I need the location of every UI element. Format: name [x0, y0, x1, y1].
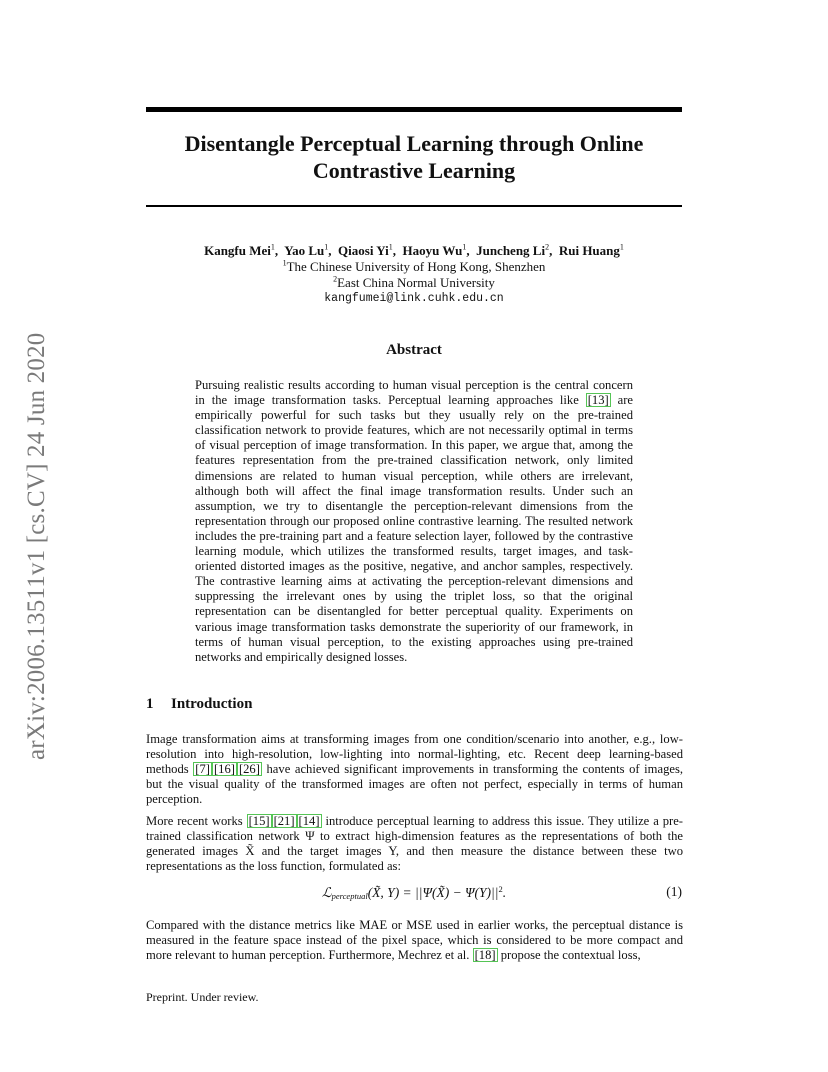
author-name: Juncheng Li — [476, 243, 546, 258]
paper-title — [146, 130, 682, 184]
author-email[interactable]: kangfumei@link.cuhk.edu.cn — [324, 292, 504, 305]
paragraph-text: Compared with the distance metrics like MAE or MSE used in earlier works, the perceptual distance is measured in the feature space instead of the pixel space, which is considered to be more compact and more relevant to human perception. Furthermore, Mechrez et al. — [146, 918, 683, 963]
author-name: Yao Lu — [284, 243, 325, 258]
affiliation-1 — [146, 259, 682, 275]
abstract-text-part: are empirically powerful for such tasks but they usually rely on the pre-trained classification network to provide features, which are not necessarily optimal in terms of visual perception of image transformation. In this paper, we argue that, among the features representation from the pre-trained classification network, only limited dimensions are related to human visual perception, while others are irrelevant, although both will affect the final image transformation results. Under such an assumption, we try to disentangle the perception-relevant dimensions from the representation through our proposed online contrastive learning. The resulted network includes the pre-training part and a feature selection layer, followed by the contrastive learning module, which utilizes the transformed results, target images, and task-oriented distorted images as the positive, negative, and anchor samples, respectively. The contrastive learning aims at activating the perception-relevant dimensions and suppressing the irrelevant ones by using the triplet loss, so that the original representation can be disentangled for better perceptual quality. Experiments on various image transformation tasks demonstrate the superiority of our framework, in terms of human visual perception, to the existing approaches using pre-trained networks and empirically designed losses. — [195, 393, 634, 664]
title-rule-bottom — [146, 205, 682, 207]
equation-tail: . — [502, 885, 507, 900]
abstract-heading: Abstract — [386, 342, 442, 358]
paragraph-text: Image transformation aims at transforming images from one condition/scenario into another, e.g., low-resolution into high-resolution, low-lighting into normal-lighting, etc. Recent deep learning-based methods — [146, 732, 683, 777]
paragraph-1 — [146, 732, 683, 807]
author-list: Kangfu Mei$^1$, Yao Lu$^1$, Qiaosi Yi$^1$, Haoyu Wu$^1$, Juncheng Li$^2$, Rui Huang$^1$ — [204, 242, 624, 258]
affiliation-mark: 1 — [324, 242, 329, 252]
abstract-text — [195, 378, 633, 665]
footer-note: Preprint. Under review. — [146, 990, 259, 1004]
arxiv-identifier: arXiv:2006.13511v1 [cs.CV] 24 Jun 2020 — [23, 332, 50, 760]
section-number: 1 — [146, 696, 154, 712]
equation-subscript: perceptual — [331, 891, 368, 901]
affiliation-mark: 1 — [388, 242, 393, 252]
author-block — [146, 243, 682, 307]
author-name: Haoyu Wu — [402, 243, 463, 258]
title-line-2: Contrastive Learning — [312, 158, 516, 183]
equation-1 — [146, 884, 682, 901]
affiliation-mark: 1 — [282, 258, 287, 268]
affiliation-mark: 1 — [619, 242, 624, 252]
abstract-text-part: Pursuing realistic results according to human visual perception is the central concern in the image transformation tasks. Perceptual learning approaches like — [195, 378, 633, 408]
citation-link[interactable]: [7] — [195, 762, 210, 777]
affiliation-mark: 1 — [270, 242, 275, 252]
section-title: Introduction — [171, 696, 253, 712]
equation-lhs: ℒ — [321, 885, 332, 900]
paragraph-text: have achieved significant improvements in transforming the contents of images, but the visual quality of the transformed images are often not perfect, especially in terms of human perception. — [146, 762, 684, 807]
equation-body: (X̃, Y) = ||Ψ(X̃) − Ψ(Y)|| — [367, 885, 499, 900]
paragraph-3 — [146, 918, 683, 963]
title-line-1: Disentangle Perceptual Learning through Online — [184, 131, 644, 156]
title-rule-top — [146, 107, 682, 112]
citation-link[interactable]: [18] — [474, 948, 496, 963]
author-name: Qiaosi Yi — [338, 243, 389, 258]
citation-link[interactable]: [21] — [273, 814, 295, 828]
citation-link[interactable]: [13] — [587, 393, 609, 408]
paragraph-text: introduce perceptual learning to address this issue. They utilize a pre-trained classification network Ψ to extract high-dimension features as the representations of both the generated images X̃ and the target images Y, and then measure the distance between these two representations as the loss function, formulated as: — [146, 814, 683, 874]
affiliation-mark: 2 — [545, 242, 550, 252]
affiliation-text: The Chinese University of Hong Kong, Shenzhen — [286, 259, 546, 274]
paragraph-text: propose the contextual loss, — [497, 948, 641, 963]
citation-link[interactable]: [14] — [298, 814, 320, 828]
equation-power: 2 — [498, 884, 503, 894]
citation-link[interactable]: [26] — [238, 762, 260, 777]
citation-link[interactable]: [16] — [213, 762, 235, 777]
equation-number: (1) — [666, 884, 682, 899]
author-name: Rui Huang — [558, 243, 620, 258]
affiliation-text: East China Normal University — [337, 275, 495, 290]
affiliation-2 — [146, 275, 682, 291]
affiliation-mark: 1 — [462, 242, 467, 252]
citation-link[interactable]: [15] — [248, 814, 270, 828]
section-heading — [146, 696, 252, 713]
author-name: Kangfu Mei — [204, 243, 271, 258]
paragraph-text: More recent works — [146, 814, 247, 828]
paragraph-2 — [146, 814, 683, 874]
affiliation-mark: 2 — [333, 274, 338, 284]
